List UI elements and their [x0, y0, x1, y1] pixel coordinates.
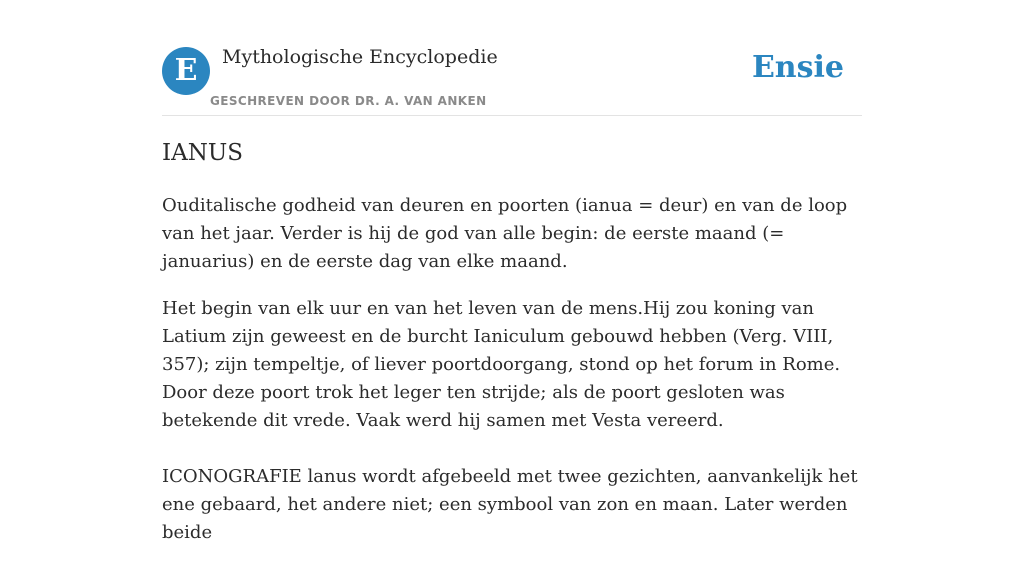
encyclopedia-logo[interactable]: E — [162, 47, 210, 95]
article-paragraph: Ouditalische godheid van deuren en poorten (ianua = deur) en van de loop van het jaar. Verder is hij de god van alle begin: de eerste maand (= januarius) en de eerste dag van elke maand. — [162, 195, 848, 272]
site-header — [162, 40, 862, 116]
publication-title[interactable]: Mythologische Encyclopedie — [222, 46, 498, 68]
article-body — [162, 192, 862, 566]
article-title: IANUS — [162, 140, 243, 166]
author-byline[interactable]: GESCHREVEN DOOR DR. A. VAN ANKEN — [210, 94, 487, 108]
ensie-brand-logo[interactable]: Ensie — [751, 50, 844, 85]
article-paragraph: Het begin van elk uur en van het leven van de mens.Hij zou koning van Latium zijn geweest en de burcht Ianiculum gebouwd hebben (Verg. VIII, 357); zijn tempeltje, of liever poortdoorgang, stond op het forum in Rome. Door deze poort trok het leger ten strijde; als de poort gesloten was betekende dit vrede. Vaak werd hij samen met Vesta vereerd. ICONOGRAFIE lanus wordt afgebeeld met twee gezichten, aanvankelijk het ene gebaard, het andere niet; een symbool van zon en maan. Later werden beide — [162, 298, 858, 543]
